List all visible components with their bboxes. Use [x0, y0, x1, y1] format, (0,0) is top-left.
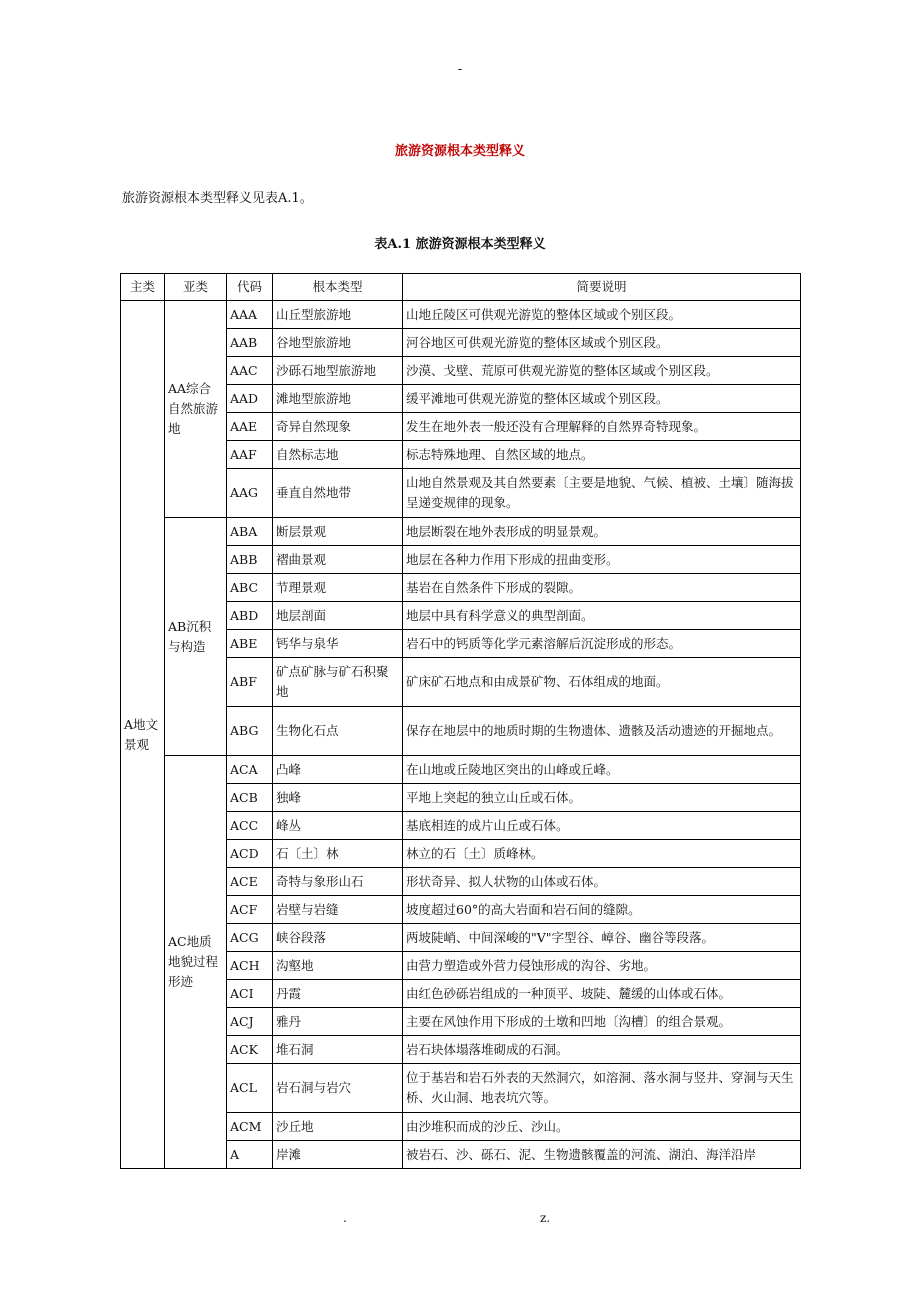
description-cell: 地层断裂在地外表形成的明显景观。	[403, 518, 801, 546]
type-cell: 钙华与泉华	[273, 630, 403, 658]
type-cell: 生物化石点	[273, 707, 403, 756]
type-cell: 峰丛	[273, 812, 403, 840]
description-cell: 由沙堆积而成的沙丘、沙山。	[403, 1113, 801, 1141]
code-cell: AAD	[227, 385, 273, 413]
code-cell: ACH	[227, 952, 273, 980]
table-row	[121, 756, 801, 784]
type-cell: 奇异自然现象	[273, 413, 403, 441]
description-cell: 两坡陡峭、中间深峻的"V"字型谷、嶂谷、幽谷等段落。	[403, 924, 801, 952]
code-cell: AAE	[227, 413, 273, 441]
code-cell: ACC	[227, 812, 273, 840]
code-cell: ACJ	[227, 1008, 273, 1036]
type-cell: 凸峰	[273, 756, 403, 784]
type-cell: 褶曲景观	[273, 546, 403, 574]
header-code: 代码	[227, 274, 273, 301]
main-class-cell: A地文景观	[121, 301, 165, 1169]
code-cell: ABE	[227, 630, 273, 658]
description-cell: 在山地或丘陵地区突出的山峰或丘峰。	[403, 756, 801, 784]
header-subclass: 亚类	[165, 274, 227, 301]
header-description: 简要说明	[403, 274, 801, 301]
description-cell: 沙漠、戈壁、荒原可供观光游览的整体区域或个别区段。	[403, 357, 801, 385]
table-caption: 表A.1 旅游资源根本类型释义	[374, 237, 546, 252]
type-cell: 沟壑地	[273, 952, 403, 980]
description-cell: 缓平滩地可供观光游览的整体区域或个别区段。	[403, 385, 801, 413]
code-cell: ACE	[227, 868, 273, 896]
type-cell: 山丘型旅游地	[273, 301, 403, 329]
code-cell: ABB	[227, 546, 273, 574]
description-cell: 山地自然景观及其自然要素〔主要是地貌、气候、植被、土壤〕随海拔呈递变规律的现象。	[403, 469, 801, 518]
type-cell: 节理景观	[273, 574, 403, 602]
description-cell: 林立的石〔土〕质峰林。	[403, 840, 801, 868]
code-cell: ACG	[227, 924, 273, 952]
type-cell: 岩壁与岩缝	[273, 896, 403, 924]
code-cell: AAB	[227, 329, 273, 357]
description-cell: 被岩石、沙、砾石、泥、生物遗骸覆盖的河流、湖泊、海洋沿岸	[403, 1141, 801, 1169]
code-cell: ACB	[227, 784, 273, 812]
type-cell: 岩石洞与岩穴	[273, 1064, 403, 1113]
code-cell: ACF	[227, 896, 273, 924]
type-cell: 沙丘地	[273, 1113, 403, 1141]
description-cell: 岩石块体塌落堆砌成的石洞。	[403, 1036, 801, 1064]
header-main-class: 主类	[121, 274, 165, 301]
description-cell: 由红色砂砾岩组成的一种顶平、坡陡、麓缓的山体或石体。	[403, 980, 801, 1008]
description-cell: 发生在地外表一般还没有合理解释的自然界奇特现象。	[403, 413, 801, 441]
table-header-row	[121, 274, 801, 301]
description-cell: 保存在地层中的地质时期的生物遗体、遗骸及活动遗迹的开掘地点。	[403, 707, 801, 756]
footer-left-mark: .	[343, 1211, 347, 1225]
type-cell: 断层景观	[273, 518, 403, 546]
description-cell: 地层在各种力作用下形成的扭曲变形。	[403, 546, 801, 574]
type-cell: 峡谷段落	[273, 924, 403, 952]
code-cell: ACL	[227, 1064, 273, 1113]
type-cell: 雅丹	[273, 1008, 403, 1036]
description-cell: 岩石中的钙质等化学元素溶解后沉淀形成的形态。	[403, 630, 801, 658]
subclass-cell: AB沉积与构造	[165, 518, 227, 756]
description-cell: 地层中具有科学意义的典型剖面。	[403, 602, 801, 630]
description-cell: 平地上突起的独立山丘或石体。	[403, 784, 801, 812]
description-cell: 位于基岩和岩石外表的天然洞穴，如溶洞、落水洞与竖井、穿洞与天生桥、火山洞、地表坑穴等。	[403, 1064, 801, 1113]
code-cell: ACD	[227, 840, 273, 868]
code-cell: ACI	[227, 980, 273, 1008]
type-cell: 矿点矿脉与矿石积聚地	[273, 658, 403, 707]
type-cell: 奇特与象形山石	[273, 868, 403, 896]
code-cell: ACA	[227, 756, 273, 784]
type-cell: 滩地型旅游地	[273, 385, 403, 413]
code-cell: ABD	[227, 602, 273, 630]
type-cell: 丹霞	[273, 980, 403, 1008]
table-row	[121, 518, 801, 546]
code-cell: ABC	[227, 574, 273, 602]
description-cell: 河谷地区可供观光游览的整体区域或个别区段。	[403, 329, 801, 357]
subclass-cell: AC地质地貌过程形迹	[165, 756, 227, 1169]
type-cell: 沙砾石地型旅游地	[273, 357, 403, 385]
description-cell: 主要在风蚀作用下形成的土墩和凹地〔沟槽〕的组合景观。	[403, 1008, 801, 1036]
type-cell: 谷地型旅游地	[273, 329, 403, 357]
description-cell: 坡度超过60°的高大岩面和岩石间的缝隙。	[403, 896, 801, 924]
description-cell: 形状奇异、拟人状物的山体或石体。	[403, 868, 801, 896]
code-cell: ACM	[227, 1113, 273, 1141]
description-cell: 山地丘陵区可供观光游览的整体区域或个别区段。	[403, 301, 801, 329]
description-cell: 标志特殊地理、自然区域的地点。	[403, 441, 801, 469]
type-cell: 自然标志地	[273, 441, 403, 469]
code-cell: AAC	[227, 357, 273, 385]
code-cell: ABG	[227, 707, 273, 756]
type-cell: 石〔土〕林	[273, 840, 403, 868]
code-cell: ACK	[227, 1036, 273, 1064]
code-cell: AAF	[227, 441, 273, 469]
description-cell: 由营力塑造或外营力侵蚀形成的沟谷、劣地。	[403, 952, 801, 980]
type-cell: 堆石洞	[273, 1036, 403, 1064]
document-title: 旅游资源根本类型释义	[394, 144, 525, 159]
type-cell: 地层剖面	[273, 602, 403, 630]
footer-right-mark: z.	[540, 1211, 551, 1225]
resource-type-table	[120, 273, 801, 1169]
code-cell: ABA	[227, 518, 273, 546]
type-cell: 独峰	[273, 784, 403, 812]
description-cell: 基岩在自然条件下形成的裂隙。	[403, 574, 801, 602]
code-cell: AAG	[227, 469, 273, 518]
type-cell: 岸滩	[273, 1141, 403, 1169]
type-cell: 垂直自然地带	[273, 469, 403, 518]
code-cell: ABF	[227, 658, 273, 707]
description-cell: 矿床矿石地点和由成景矿物、石体组成的地面。	[403, 658, 801, 707]
code-cell: A	[227, 1141, 273, 1169]
code-cell: AAA	[227, 301, 273, 329]
subclass-cell: AA综合自然旅游地	[165, 301, 227, 518]
description-cell: 基底相连的成片山丘或石体。	[403, 812, 801, 840]
table-row	[121, 301, 801, 329]
intro-paragraph: 旅游资源根本类型释义见表A.1。	[122, 191, 313, 206]
header-mark: -	[457, 62, 463, 77]
header-basic-type: 根本类型	[273, 274, 403, 301]
